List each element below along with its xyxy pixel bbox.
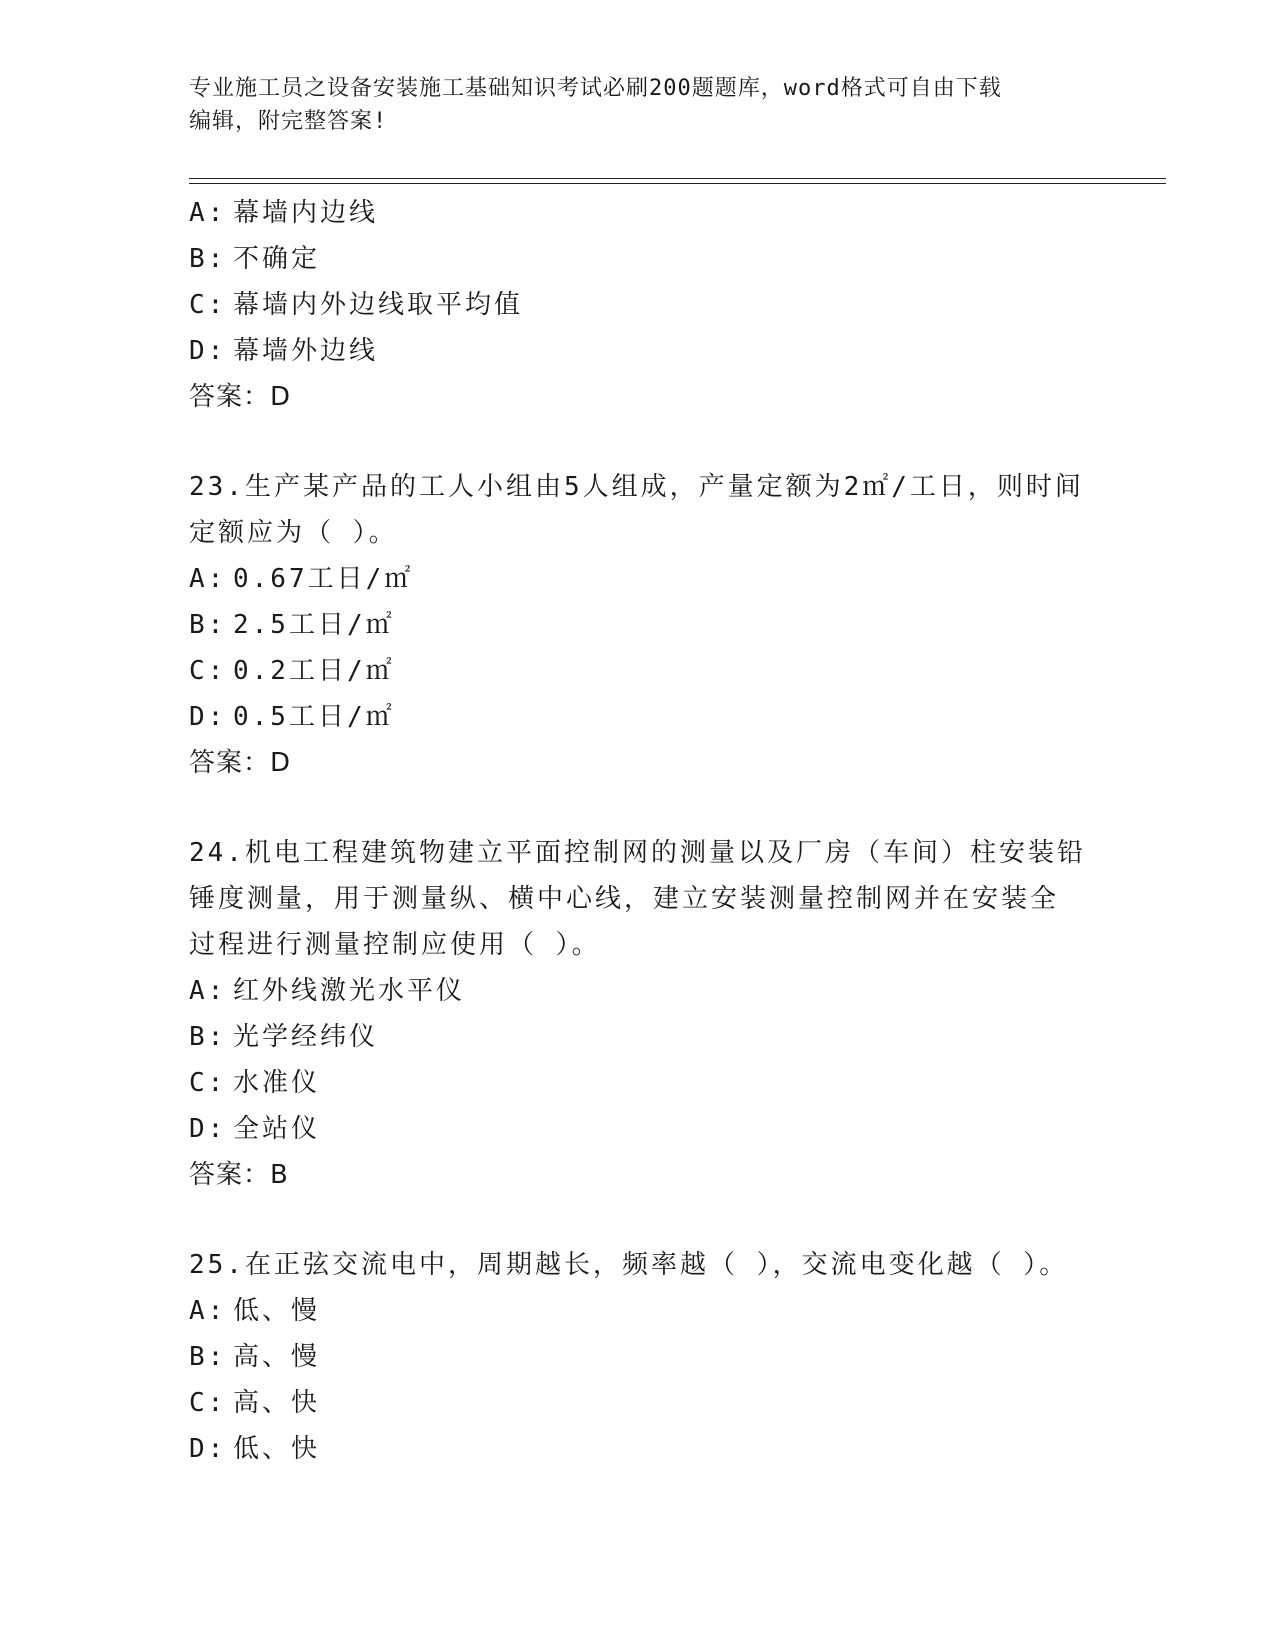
answer-line: 答案：D (189, 748, 292, 778)
option-b (189, 1334, 1089, 1380)
option-text: 高、快 (233, 1388, 321, 1418)
option-text: 幕墙外边线 (233, 336, 379, 366)
spacer (189, 1198, 1089, 1242)
question-22 (189, 190, 1089, 420)
option-text: 低、慢 (233, 1296, 321, 1326)
question-text-line-1: 25.在正弦交流电中，周期越长，频率越（ ），交流电变化越（ ）。 (189, 1250, 1069, 1280)
option-text: 水准仪 (233, 1068, 321, 1098)
option-b (189, 236, 1089, 282)
option-a (189, 190, 1089, 236)
question-25 (189, 1242, 1089, 1472)
option-d (189, 694, 1089, 740)
option-text: 低、快 (233, 1434, 321, 1464)
header-rule-bottom (189, 183, 1166, 184)
option-letter: C: (189, 1388, 227, 1418)
option-text: 全站仪 (233, 1114, 321, 1144)
answer-line: 答案：D (189, 382, 292, 412)
option-letter: C: (189, 1068, 227, 1098)
option-text: 0.5工日/㎡ (233, 702, 395, 732)
spacer (189, 420, 1089, 464)
option-letter: B: (189, 1022, 227, 1052)
option-text: 光学经纬仪 (233, 1022, 379, 1052)
option-letter: D: (189, 1434, 227, 1464)
option-text: 0.67工日/㎡ (233, 564, 414, 594)
question-24 (189, 830, 1089, 1198)
question-text-line-3: 过程进行测量控制应使用（ ）。 (189, 930, 601, 960)
option-a (189, 1288, 1089, 1334)
option-letter: C: (189, 290, 227, 320)
option-d (189, 328, 1089, 374)
option-text: 不确定 (233, 244, 321, 274)
option-letter: B: (189, 1342, 227, 1372)
option-c (189, 1380, 1089, 1426)
option-c (189, 648, 1089, 694)
document-header (189, 72, 1089, 138)
option-letter: C: (189, 656, 227, 686)
option-text: 2.5工日/㎡ (233, 610, 395, 640)
option-letter: A: (189, 198, 227, 228)
question-text-line-2: 定额应为（ ）。 (189, 518, 398, 548)
option-d (189, 1106, 1089, 1152)
option-letter: A: (189, 1296, 227, 1326)
answer-line: 答案：B (189, 1160, 289, 1190)
header-line-2: 编辑，附完整答案! (189, 109, 388, 134)
option-text: 幕墙内外边线取平均值 (233, 290, 524, 320)
option-b (189, 602, 1089, 648)
question-text-line-1: 24.机电工程建筑物建立平面控制网的测量以及厂房（车间）柱安装铅 (189, 838, 1086, 868)
option-letter: D: (189, 1114, 227, 1144)
option-letter: D: (189, 702, 227, 732)
option-text: 0.2工日/㎡ (233, 656, 395, 686)
option-c (189, 282, 1089, 328)
option-b (189, 1014, 1089, 1060)
option-text: 幕墙内边线 (233, 198, 379, 228)
question-text-line-2: 锤度测量，用于测量纵、横中心线，建立安装测量控制网并在安装全 (189, 884, 1060, 914)
option-d (189, 1426, 1089, 1472)
header-line-1: 专业施工员之设备安装施工基础知识考试必刷200题题库，word格式可自由下载 (189, 76, 1002, 101)
option-letter: B: (189, 610, 227, 640)
question-23 (189, 464, 1089, 786)
option-letter: A: (189, 976, 227, 1006)
option-text: 高、慢 (233, 1342, 321, 1372)
option-letter: A: (189, 564, 227, 594)
question-text-line-1: 23.生产某产品的工人小组由5人组成，产量定额为2㎡/工日，则时间 (189, 472, 1084, 502)
option-text: 红外线激光水平仪 (233, 976, 466, 1006)
option-letter: D: (189, 336, 227, 366)
option-letter: B: (189, 244, 227, 274)
spacer (189, 786, 1089, 830)
option-c (189, 1060, 1089, 1106)
header-rule-top (189, 178, 1166, 179)
option-a (189, 556, 1089, 602)
option-a (189, 968, 1089, 1014)
question-content (189, 190, 1089, 1472)
